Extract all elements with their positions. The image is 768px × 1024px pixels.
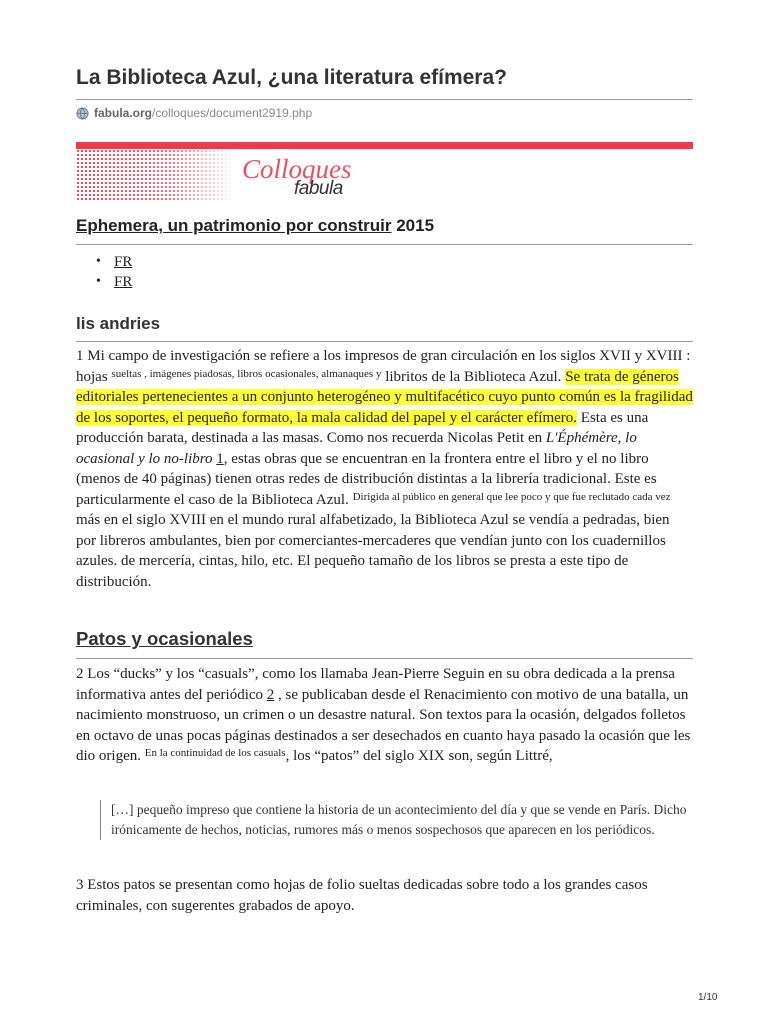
url-path: /colloques/document2919.php xyxy=(152,106,313,120)
collection-heading xyxy=(76,216,434,236)
source-url[interactable] xyxy=(76,106,312,120)
paragraph-number: 2 xyxy=(76,666,84,682)
language-link-fr-1[interactable]: FR xyxy=(114,254,133,270)
colloques-fabula-banner xyxy=(76,142,693,200)
paragraph-3: 3 Estos patos se presentan como hojas de folio sueltas dedicadas sobre todo a los grandes casos criminales, con sugerentes grabados de apoyo. xyxy=(76,877,648,914)
language-item xyxy=(96,252,132,272)
author-divider xyxy=(76,341,693,342)
littre-quote: […] pequeño impreso que contiene la historia de un acontecimiento del día y que se vende en París. Dicho irónicamente de hechos, noticias, rumores más o menos sospechosos que aparecen en los periódicos. xyxy=(100,800,707,840)
banner-halftone-pattern xyxy=(76,149,236,200)
footnote-link-1[interactable]: 1 xyxy=(216,450,224,467)
author-name: lis andries xyxy=(76,314,161,333)
title-divider xyxy=(76,99,693,100)
paragraph-2: 2 Los “ducks” y los “casuals”, como los llamaba Jean-Pierre Seguin en su obra dedicada a la prensa informativa antes del periódico 2 , se publicaban desde el Renacimiento con motivo de una batalla, un nacimiento monstruoso, un crimen o un desastre natural. Son textos para la ocasión, delgados folletos en octavo de unas pocas páginas destinados a ser desechados en cuanto haya pasado la ocasión que les dio origen. $^{En la continuidad de los casuals}$, los “patos” del siglo XIX son, según Littré, xyxy=(76,666,691,764)
inline-note: sueltas , imágenes piadosas, libros ocasionales, almanaques y xyxy=(111,367,382,380)
language-item xyxy=(96,272,132,292)
highlighted-text: Se trata de géneros editoriales pertenecientes a un conjunto heterogéneo y multifacético cuyo punto común es la fragilidad de los soportes, el pequeño formato, la mala calidad del papel y el carácter efímero. xyxy=(76,368,693,426)
banner-red-band xyxy=(76,142,693,149)
document-title: La Biblioteca Azul, ¿una literatura efímera? xyxy=(76,66,507,89)
url-domain: fabula.org xyxy=(94,106,153,120)
language-link-fr-2[interactable]: FR xyxy=(114,274,133,290)
paragraph-1: 1 Mi campo de investigación se refiere a los impresos de gran circulación en los siglos XVII y XVIII : hojas $^{sueltas , imágenes piadosas, libros ocasionales, almanaques y}$ libritos de la Biblioteca Azul. Se trata de géneros editoriales pertenecientes a un conjunto heterogéneo y multifacético cuyo punto común es la fragilidad de los soportes, el pequeño formato, la mala calidad del papel y el carácter efímero. Esta es una producción barata, destinada a las masas. Como nos recuerda Nicolas Petit en L'Éphémère, lo ocasional y lo no-libro 1, estas obras que se encuentran en la frontera entre el libro y el no libro (menos de 40 páginas) tienen otras redes de distribución distintas a la librería tradicional. Este es particularmente el caso de la Biblioteca Azul. $^{Dirigida al público en general que lee poco y que fue reclutado cada vez}$ más en el siglo XVIII en el mundo rural alfabetizado, la Biblioteca Azul se vendía a pedradas, bien por libreros ambulantes, bien por comerciantes-mercaderes que vendían junto con los cuadernillos azules. de mercería, cintas, hilo, etc. El pequeño tamaño de los libros se presta a este tipo de distribución. xyxy=(76,348,693,590)
page-number: 1/10 xyxy=(698,992,718,1003)
collection-year: 2015 xyxy=(396,216,435,235)
book-title: L'Éphémère, lo ocasional y lo no-libro xyxy=(76,430,637,467)
inline-note: Dirigida al público en general que lee poco y que fue reclutado cada vez xyxy=(352,490,671,503)
collection-link[interactable]: Ephemera, un patrimonio por construir xyxy=(76,216,392,235)
section-heading: Patos y ocasionales xyxy=(76,628,253,649)
section-divider xyxy=(76,658,693,659)
banner-sub: fabula xyxy=(294,178,343,199)
globe-icon xyxy=(76,107,89,120)
footnote-link-2[interactable]: 2 xyxy=(266,686,275,703)
inline-note: En la continuidad de los casuals xyxy=(144,747,286,759)
banner-brand: Colloques xyxy=(242,154,352,184)
collection-divider xyxy=(76,244,693,245)
paragraph-number: 3 xyxy=(76,877,84,893)
paragraph-number: 1 xyxy=(76,348,84,364)
language-list xyxy=(96,252,132,292)
